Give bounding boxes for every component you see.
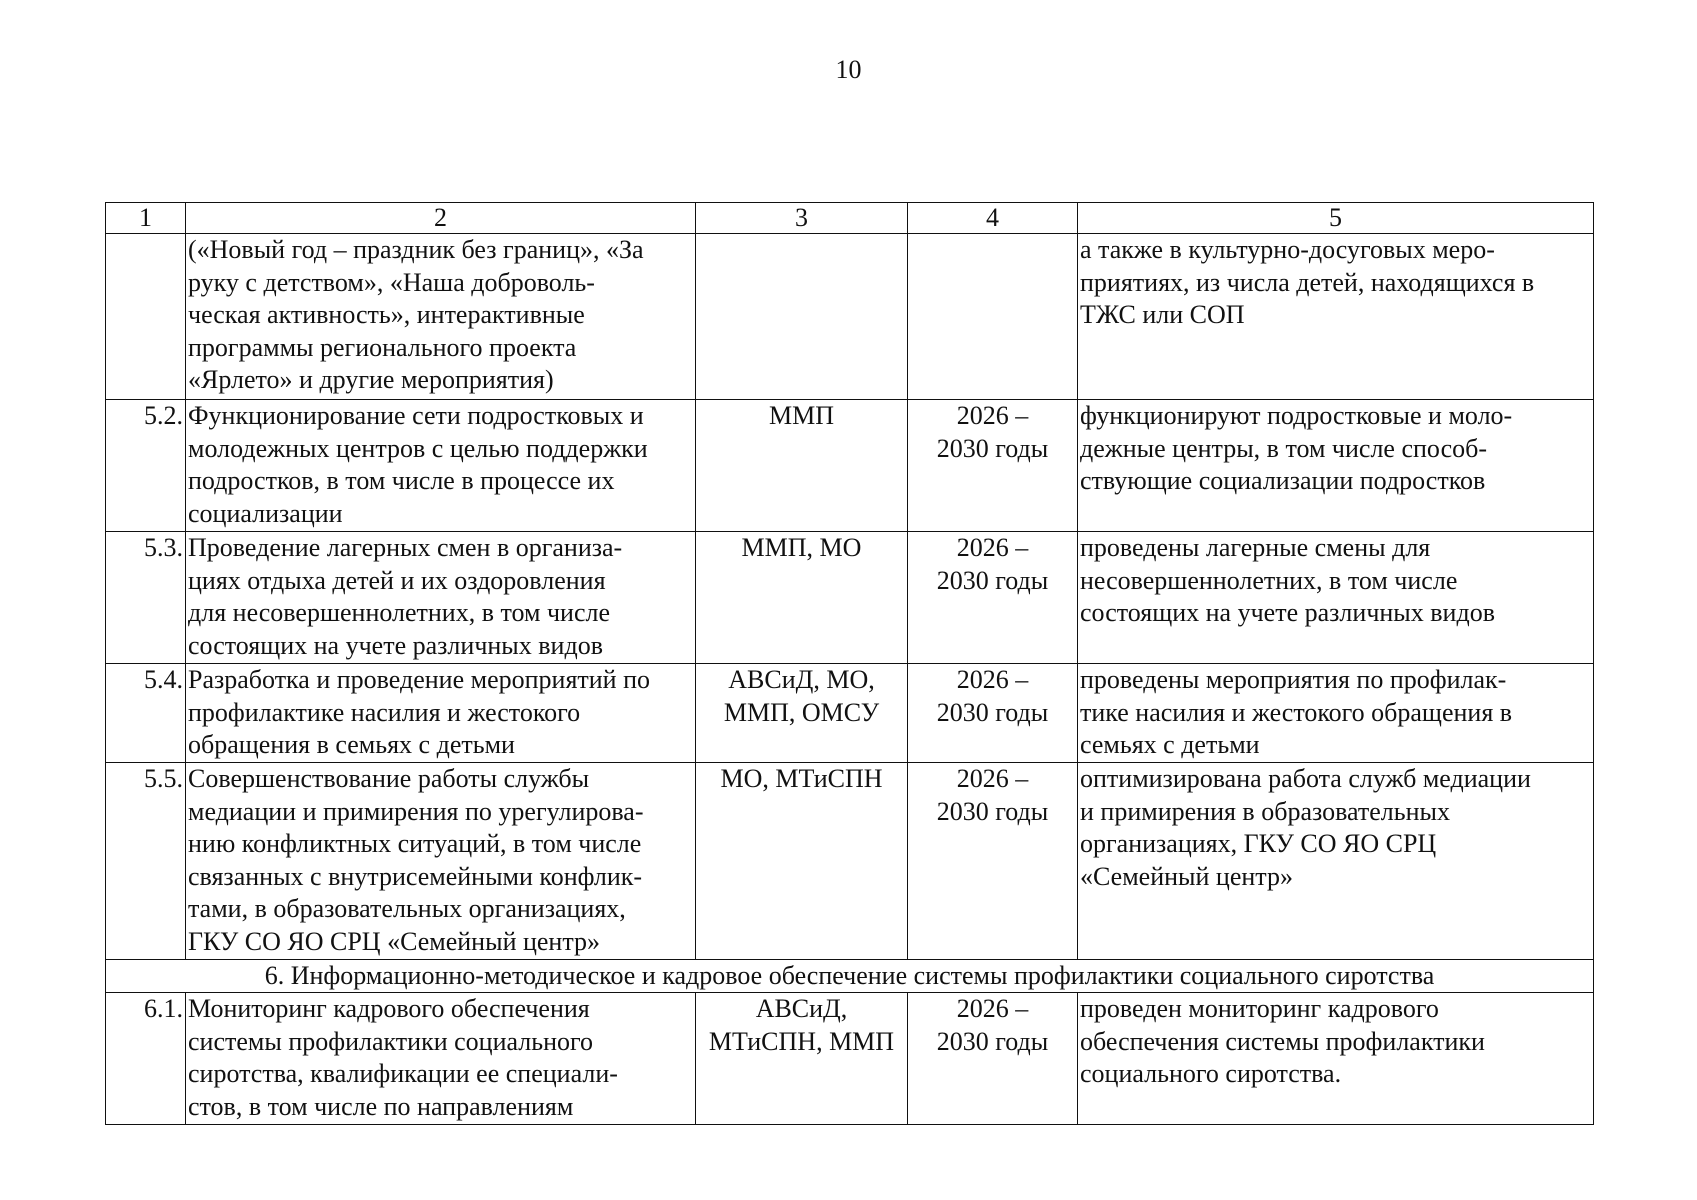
table-row (106, 763, 1594, 960)
row-number: 6.1. (106, 993, 186, 1125)
row-term: 2026 – 2030 годы (908, 763, 1078, 960)
row-result: функционируют подростковые и моло- дежные центры, в том числе способ- ствующие социализации подростков (1078, 400, 1594, 532)
row-term: 2026 – 2030 годы (908, 400, 1078, 532)
row-executor: ММП, МО (696, 532, 908, 664)
table-row (106, 400, 1594, 532)
section-heading-row (106, 960, 1594, 993)
row-term (908, 234, 1078, 400)
row-result: а также в культурно-досуговых меро- приятиях, из числа детей, находящихся в ТЖС или СОП (1078, 234, 1594, 400)
table-row (106, 993, 1594, 1125)
row-number: 5.5. (106, 763, 186, 960)
row-number (106, 234, 186, 400)
row-result: оптимизирована работа служб медиации и примирения в образовательных организациях, ГКУ СО ЯО СРЦ «Семейный центр» (1078, 763, 1594, 960)
header-col-3: 3 (696, 203, 908, 234)
row-description: Совершенствование работы службы медиации и примирения по урегулирова- нию конфликтных ситуаций, в том числе связанных с внутрисемейными конфлик- тами, в образовательных организациях, ГКУ СО ЯО СРЦ «Семейный центр» (186, 763, 696, 960)
row-term: 2026 – 2030 годы (908, 664, 1078, 763)
header-col-1: 1 (106, 203, 186, 234)
row-executor: АВСиД, МТиСПН, ММП (696, 993, 908, 1125)
row-description: Мониторинг кадрового обеспечения системы профилактики социального сиротства, квалификации ее специали- стов, в том числе по направлениям (186, 993, 696, 1125)
row-term: 2026 – 2030 годы (908, 532, 1078, 664)
row-term: 2026 – 2030 годы (908, 993, 1078, 1125)
row-executor: МО, МТиСПН (696, 763, 908, 960)
row-result: проведены мероприятия по профилак- тике насилия и жестокого обращения в семьях с детьми (1078, 664, 1594, 763)
table-row (106, 664, 1594, 763)
table-row-continuation (106, 234, 1594, 400)
page-number: 10 (835, 55, 862, 84)
row-executor: АВСиД, МО, ММП, ОМСУ (696, 664, 908, 763)
row-description: Разработка и проведение мероприятий по профилактике насилия и жестокого обращения в семьях с детьми (186, 664, 696, 763)
table-header-row (106, 203, 1594, 234)
row-executor (696, 234, 908, 400)
row-number: 5.2. (106, 400, 186, 532)
header-col-5: 5 (1078, 203, 1594, 234)
section-title: 6. Информационно-методическое и кадровое обеспечение системы профилактики социального сиротства (106, 960, 1594, 993)
table-row (106, 532, 1594, 664)
row-result: проведен мониторинг кадрового обеспечения системы профилактики социального сиротства. (1078, 993, 1594, 1125)
measures-table (105, 202, 1594, 1125)
row-description: Проведение лагерных смен в организа- циях отдыха детей и их оздоровления для несовершеннолетних, в том числе состоящих на учете различных видов (186, 532, 696, 664)
row-result: проведены лагерные смены для несовершеннолетних, в том числе состоящих на учете различных видов (1078, 532, 1594, 664)
header-col-2: 2 (186, 203, 696, 234)
row-number: 5.4. (106, 664, 186, 763)
row-number: 5.3. (106, 532, 186, 664)
header-col-4: 4 (908, 203, 1078, 234)
row-description: («Новый год – праздник без границ», «За руку с детством», «Наша доброволь- ческая активность», интерактивные программы регионального проекта «Ярлето» и другие мероприятия) (186, 234, 696, 400)
row-executor: ММП (696, 400, 908, 532)
row-description: Функционирование сети подростковых и молодежных центров с целью поддержки подростков, в том числе в процессе их социализации (186, 400, 696, 532)
